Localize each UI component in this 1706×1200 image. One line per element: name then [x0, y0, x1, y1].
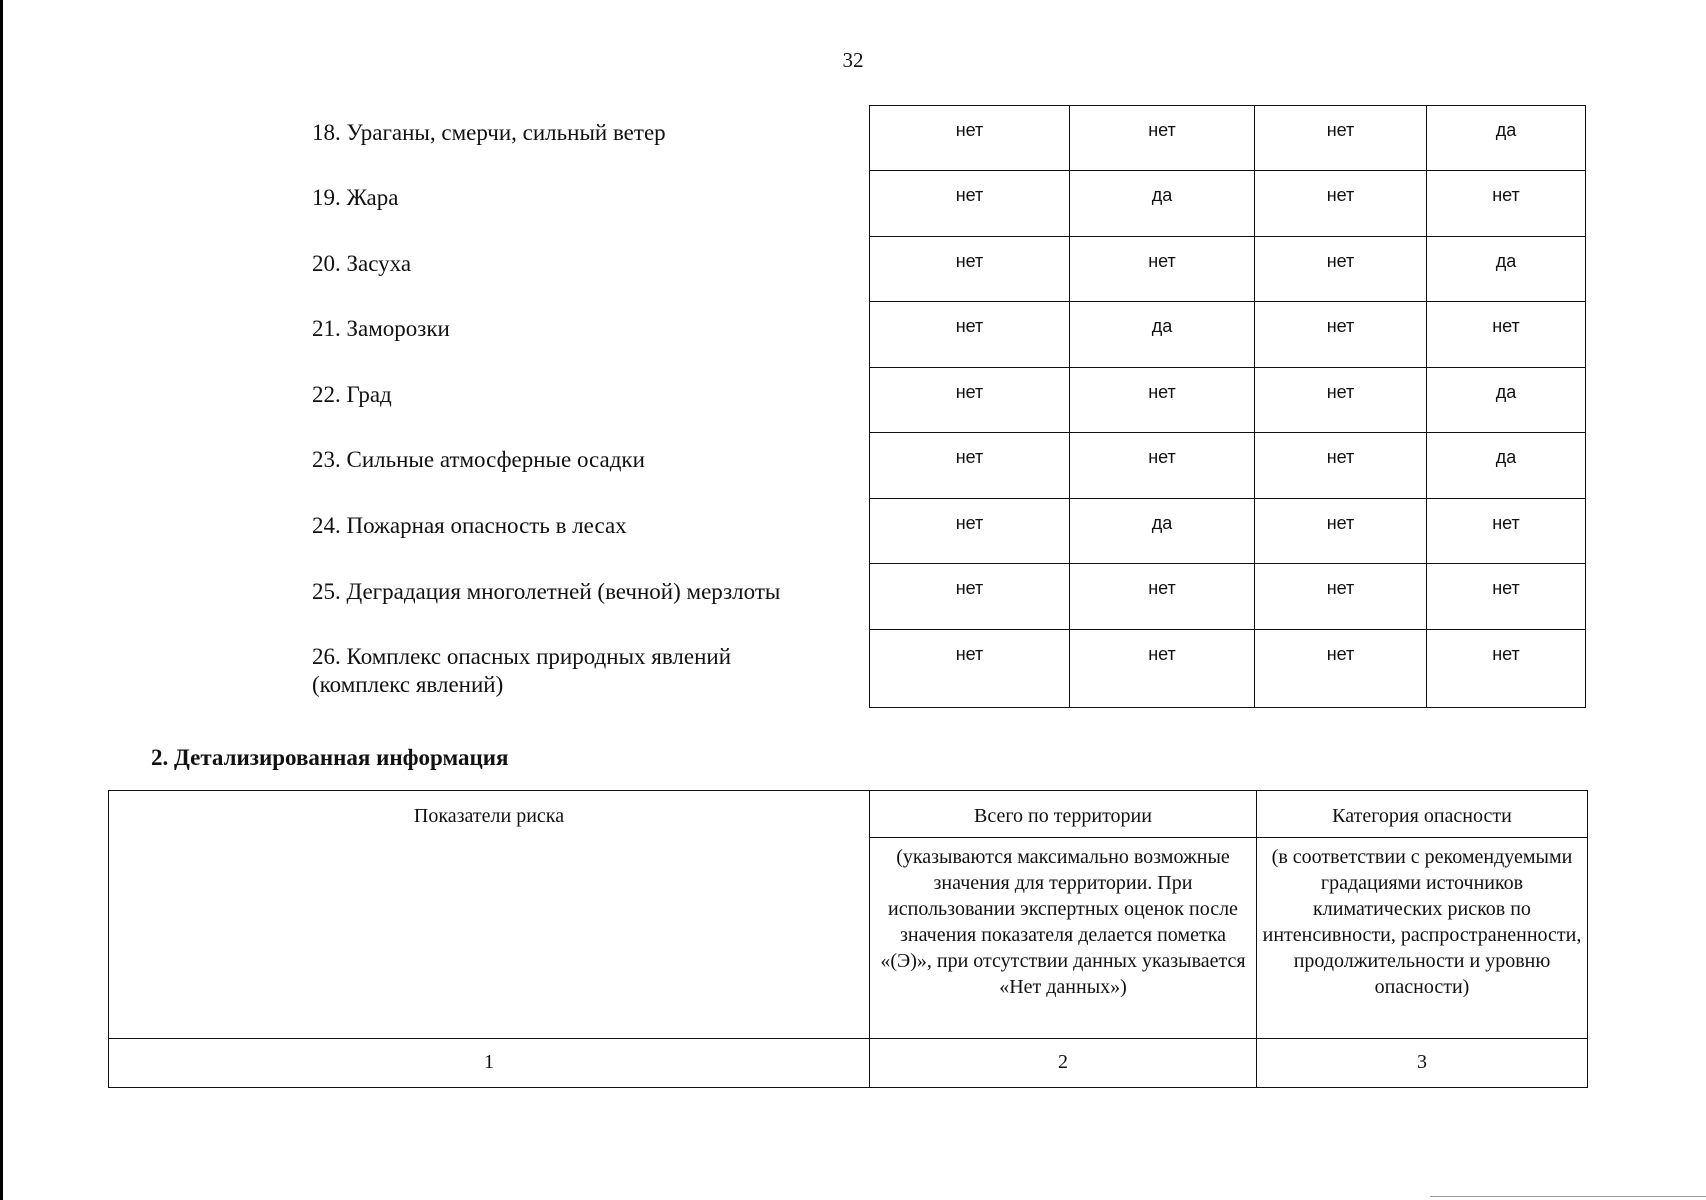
table-cell: да: [1427, 433, 1586, 499]
table-cell: да: [1070, 171, 1255, 237]
table-cell: да: [1427, 106, 1586, 171]
table-row: [870, 302, 1586, 368]
scan-left-edge: [0, 0, 3, 1200]
table-cell: нет: [1070, 237, 1255, 302]
table-row: [870, 630, 1586, 708]
table-cell: нет: [870, 302, 1070, 368]
section-heading: 2. Детализированная информация: [151, 745, 509, 770]
territory-note: (указываются максимально возможные значения для территории. При использовании экспертных оценок после значения показателя делается пометка «(Э)», при отсутствии данных указывается «Нет данных»): [870, 838, 1257, 1039]
table-cell: нет: [1255, 630, 1427, 708]
column-number: 2: [870, 1039, 1257, 1088]
table-cell: нет: [870, 106, 1070, 171]
table-cell: нет: [870, 630, 1070, 708]
table-cell: нет: [1255, 302, 1427, 368]
hazard-label-24: 24. Пожарная опасность в лесах: [312, 513, 627, 538]
column-number: 1: [109, 1039, 870, 1088]
table-cell: да: [1070, 302, 1255, 368]
table-cell: нет: [870, 171, 1070, 237]
table-row: [870, 368, 1586, 433]
table-cell: да: [1070, 499, 1255, 564]
table-cell: нет: [1070, 368, 1255, 433]
header-territory-total: Всего по территории: [870, 791, 1257, 838]
column-number: 3: [1257, 1039, 1588, 1088]
hazard-label-26-line1: 26. Комплекс опасных природных явлений: [312, 644, 732, 669]
table-cell: нет: [1255, 433, 1427, 499]
hazard-label-21: 21. Заморозки: [312, 316, 450, 341]
table-cell: нет: [1255, 564, 1427, 630]
hazard-label-20: 20. Засуха: [312, 251, 412, 276]
detail-table: [108, 790, 1588, 1088]
hazard-label-23: 23. Сильные атмосферные осадки: [312, 447, 645, 472]
table-cell: нет: [1255, 106, 1427, 171]
table-cell: нет: [1070, 630, 1255, 708]
table-cell: да: [1427, 368, 1586, 433]
table-row: [870, 237, 1586, 302]
hazard-label-18: 18. Ураганы, смерчи, сильный ветер: [312, 120, 666, 145]
table-cell: нет: [1427, 564, 1586, 630]
table-cell: нет: [1255, 499, 1427, 564]
table-row: [870, 499, 1586, 564]
table-cell: нет: [870, 564, 1070, 630]
hazard-label-25: 25. Деградация многолетней (вечной) мерзлоты: [312, 579, 781, 604]
table-row: [870, 106, 1586, 171]
page-number: 32: [842, 48, 864, 72]
hazard-values-table: [869, 105, 1586, 708]
table-row: [870, 564, 1586, 630]
table-cell: да: [1427, 237, 1586, 302]
table-cell: нет: [870, 433, 1070, 499]
table-cell: нет: [1255, 171, 1427, 237]
category-note: (в соответствии с рекомендуемыми градациями источников климатических рисков по интенсивности, распространенности, продолжительности и уровню опасности): [1257, 838, 1588, 1039]
hazard-label-26: [312, 643, 852, 699]
table-cell: нет: [870, 237, 1070, 302]
table-cell: нет: [870, 368, 1070, 433]
table-cell: нет: [1070, 433, 1255, 499]
table-cell: нет: [1070, 106, 1255, 171]
table-row: [870, 433, 1586, 499]
hazard-label-22: 22. Град: [312, 382, 392, 407]
hazard-label-19: 19. Жара: [312, 185, 399, 210]
header-risk-indicators: Показатели риска: [109, 791, 870, 1039]
table-cell: нет: [1427, 171, 1586, 237]
table-cell: нет: [870, 499, 1070, 564]
table-header-row: [109, 791, 1588, 838]
table-cell: нет: [1070, 564, 1255, 630]
hazard-label-26-line2: (комплекс явлений): [312, 672, 504, 697]
table-cell: нет: [1427, 499, 1586, 564]
table-row: [870, 171, 1586, 237]
table-cell: нет: [1427, 630, 1586, 708]
table-cell: нет: [1427, 302, 1586, 368]
table-cell: нет: [1255, 368, 1427, 433]
table-cell: нет: [1255, 237, 1427, 302]
bottom-rule: [1430, 1196, 1706, 1197]
header-hazard-category: Категория опасности: [1257, 791, 1588, 838]
column-number-row: [109, 1039, 1588, 1088]
